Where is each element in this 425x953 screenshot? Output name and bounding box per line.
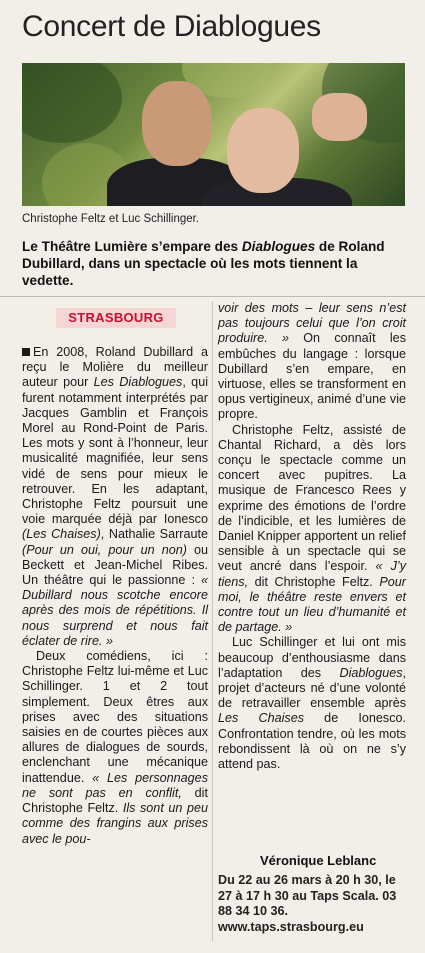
paragraph: En 2008, Roland Dubillard a reçu le Molière du meilleur auteur pour Les Diablogues, qui furent notamment interprétés par Jacques Gamblin et François Morel au Rond-Point de Paris. Les mots y sont à l’honneur, leur musicalité magnifiée, leur sens vidé de sens pour mieux le retrouver. En les adaptant, Christophe Feltz poursuit une voie marquée déjà par Ionesco (Les Chaises), Nathalie Sarraute (Pour un oui, pour un non) ou Beckett et Jean-Michel Ribes. Un théâtre qui le passionne : « Dubillard nous scotche encore après des mois de répétitions. Il nous surprend et nous fait éclater de rire. » xyxy=(22,345,208,648)
article-photo xyxy=(22,63,405,206)
paragraph: Deux comédiens, ici : Christophe Feltz lui-même et Luc Schillinger. 1 et 2 tout simplement. Deux êtres aux prises avec des situations saisies en de courtes pièces aux allures de dialogues de sourds, enclenchant une mécanique inattendue. « Les personnages ne sont pas en conflit, dit Christophe Feltz. Ils sont un peu comme des frangins aux prises avec le pou- xyxy=(22,649,208,846)
column-left xyxy=(22,345,208,847)
article-lead: Le Théâtre Lumière s’empare des Diablogues de Roland Dubillard, dans un spectacle où les mots tiennent la vedette. xyxy=(22,239,385,288)
practical-info xyxy=(218,873,406,935)
divider xyxy=(0,296,425,297)
paragraph: voir des mots – leur sens n’est pas toujours celui que l’on croit produire. » On connaît les embûches du langage : lorsque Dubillard s’en empare, en virtuose, elles se transforment en opus vertigineux, animé d’une vie propre. xyxy=(218,301,406,422)
event-dates: Du 22 au 26 mars à 20 h 30, le 27 à 17 h 30 au Taps Scala. 03 88 34 10 36. xyxy=(218,873,397,918)
author-signature: Véronique Leblanc xyxy=(260,853,377,868)
paragraph: Christophe Feltz, assisté de Chantal Richard, a dès lors conçu le spectacle comme un concert avec pupitres. La musique de Francesco Rees y exprime des émotions de l’ordre de l’indicible, et les lumières de Daniel Knipper apportent un relief sensible à un spectacle qui se veut ancré dans l’espoir. « J’y tiens, dit Christophe Feltz. Pour moi, le théâtre reste envers et contre tout un lieu d’humanité et de partage. » xyxy=(218,422,406,635)
paragraph: Luc Schillinger et lui ont mis beaucoup d’enthousiasme dans l’adaptation des Diablogues, projet d’acteurs né d’une volonté de retravailler ensemble après Les Chaises de Ionesco. Confrontation tendre, où les mots rebondissent là où on ne s’y attend pas. xyxy=(218,635,406,772)
photo-caption: Christophe Feltz et Luc Schillinger. xyxy=(22,213,200,225)
website-link[interactable]: www.taps.strasbourg.eu xyxy=(218,919,364,934)
column-divider xyxy=(212,301,213,941)
square-bullet-icon xyxy=(22,348,30,356)
column-right xyxy=(218,301,406,772)
article-title: Concert de Diablogues xyxy=(22,10,321,43)
city-label: STRASBOURG xyxy=(56,308,176,328)
